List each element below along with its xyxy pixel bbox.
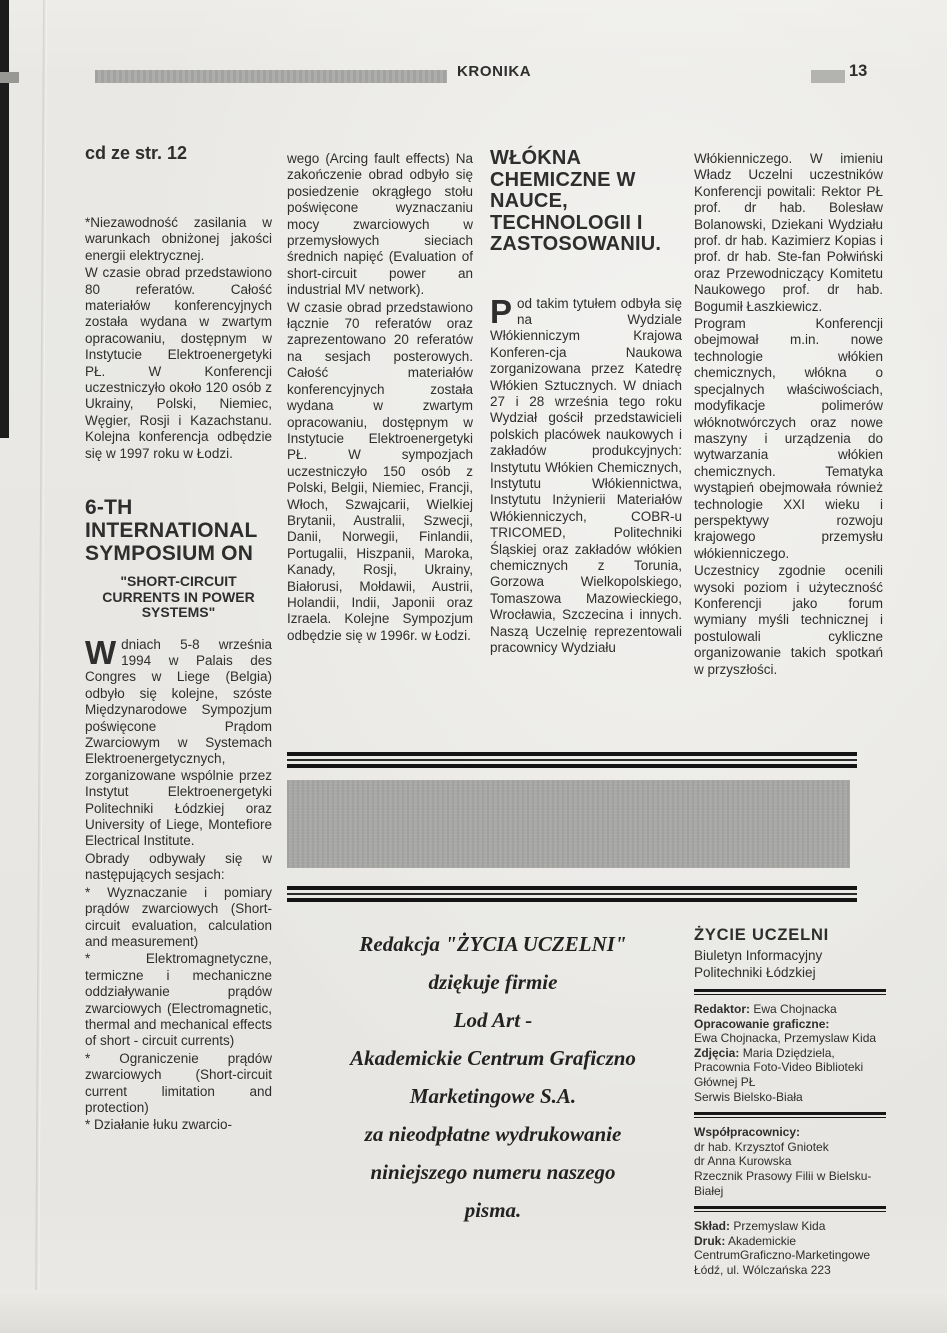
masthead-label: Współpracownicy:	[694, 1125, 801, 1140]
article-subheading: "SHORT-CIRCUIT CURRENTS IN POWER SYSTEMS"	[102, 573, 255, 621]
masthead-value: Przemyslaw Kida	[730, 1219, 826, 1234]
masthead-subtitle: Biuletyn Informacyjny	[694, 948, 823, 963]
masthead-value: dr Anna Kurowska	[694, 1154, 792, 1169]
paragraph-dropcap	[85, 633, 272, 850]
masthead-divider	[694, 1112, 886, 1118]
acknowledgement-line: pisma.	[464, 1198, 522, 1222]
paragraph-text: od takim tytułem odbyła się na Wydziale Włókienniczym Krajowa Konferen-cja Naukowa zorganizowana przez Katedrę Włókien Sztucznych. W dniach 27 i 28 września tego roku Wydział gościł przedstawicieli polskich placówek naukowych i zakładów produkcyjnych: Instytutu Włókien Chemicznych, Instytutu Włókiennictwa, Instytutu Inżynierii Materiałów Włókienniczych, COBR-u TRICOMED, Politechniki Śląskiej oraz zakładów włókien chemicznych z Torunia, Gorzowa Wielkopolskiego, Tomaszowa Mazowieckiego, Wrocławia, Szczecina i innych. Naszą Uczelnię reprezentowali pracownicy Wydziału	[490, 295, 682, 656]
page-bottom-margin	[0, 1290, 947, 1333]
article-heading-symposium: 6-TH INTERNATIONAL SYMPOSIUM ON	[85, 496, 258, 566]
masthead-label: Zdjęcia:	[694, 1045, 740, 1060]
grayscale-photo-band	[287, 780, 850, 868]
paragraph-dropcap	[490, 292, 682, 657]
masthead-line	[694, 1154, 886, 1169]
masthead-value: Łódź, ul. Wólczańska 223	[694, 1262, 831, 1277]
masthead-value: Rzecznik Prasowy Filii w Bielsku-Białej	[694, 1168, 872, 1198]
acknowledgement-line: za nieodpłatne wydrukowanie	[364, 1122, 622, 1146]
masthead-value: Akademickie	[725, 1233, 797, 1248]
paragraph: Obrady odbywały się w następujących sesjach:	[85, 850, 272, 883]
masthead-label: Opracowanie graficzne:	[694, 1016, 830, 1031]
paragraph: *Niezawodność zasilania w warunkach obniżonej jakości energii elektrycznej.	[85, 215, 272, 263]
masthead-divider	[694, 989, 886, 995]
masthead-line	[694, 1125, 886, 1140]
masthead-label: Skład:	[694, 1219, 731, 1234]
masthead-box	[694, 926, 886, 1278]
masthead-line	[694, 1140, 886, 1155]
acknowledgement-line: niniejszego numeru naszego	[370, 1160, 616, 1184]
masthead-line	[694, 1219, 886, 1234]
session-bullet: * Działanie łuku zwarcio-	[85, 1117, 233, 1133]
masthead-value: dr hab. Krzysztof Gniotek	[694, 1139, 829, 1154]
column-2	[287, 151, 473, 644]
paragraph: W czasie obrad przedstawiono łącznie 70 referatów oraz zaprezentowano 20 referatów na sesjach posterowych. Całość materiałów konferencyjnych została wydana w zwartym opracowaniu, dostępnym w Instytucie Elektroenergetyki PŁ. W sympozjach uczestniczyło 150 osób z Polski, Belgii, Niemiec, Francji, Włoch, Szwajcarii, Wielkiej Brytanii, Australii, Szwecji, Danii, Norwegii, Finlandii, Portugalii, Hiszpanii, Maroka, Kanady, Rosji, Ukrainy, Białorusi, Mołdawii, Austrii, Holandii, Indii, Japonii oraz Izraela. Kolejne Sympozjum odbędzie się w 1996r. w Łodzi.	[287, 299, 473, 643]
striped-divider-bottom	[287, 886, 857, 902]
article-heading-wlokna: WŁÓKNA CHEMICZNE W NAUCE, TECHNOLOGII I ZASTOSOWANIU.	[490, 147, 662, 255]
scan-edge-mark	[0, 72, 19, 83]
paragraph: wego (Arcing fault effects) Na zakończenie obrad odbyło się posiedzenie okrągłego stołu poświęcone wyznaczaniu mocy zwarciowych w przemysłowych sieciach średnich napięć (Evaluation of short-circuit power an industrial MV network).	[287, 151, 473, 298]
session-bullet: * Elektromagnetyczne, termiczne i mechaniczne oddziaływanie prądów zwarciowych (Electromagnetic, thermal and mechanical effects of short - circuit currents)	[85, 951, 272, 1049]
acknowledgement-line: Lod Art -	[453, 1008, 533, 1032]
paragraph: Program Konferencji obejmował m.in. nowe technologie włókien chemicznych, włókna o specjalnych właściwościach, modyfikacje polimerów włóknotwórczych oraz nowe maszyny i urządzenia do wytwarzania włókien chemicznych. Tematyka wystąpień obejmowała również technologie XXI wieku i perspektywy rozwoju krajowego przemysłu włókienniczego.	[694, 316, 883, 561]
acknowledgement-line: Akademickie Centrum Graficzno	[350, 1046, 636, 1070]
masthead-label: Druk:	[694, 1233, 726, 1248]
masthead-line	[694, 1060, 886, 1089]
paper-crease	[35, 0, 47, 1333]
session-bullet: * Wyznaczanie i pomiary prądów zwarciowych (Short-circuit evaluation, calculation and measurement)	[85, 884, 272, 949]
column-3	[490, 148, 682, 656]
masthead-value: Ewa Chojnacka, Przemyslaw Kida	[694, 1031, 877, 1046]
acknowledgement-line: Redakcja "ŻYCIA UCZELNI"	[359, 932, 627, 956]
masthead-line	[694, 1248, 886, 1263]
acknowledgement-line: Marketingowe S.A.	[409, 1084, 577, 1108]
paragraph: W czasie obrad przedstawiono 80 referatów. Całość materiałów konferencyjnych została wydana w zwartym opracowaniu, dostępnym w Instytucie Elektroenergetyki PŁ. W Konferencji uczestniczyło około 120 osób z Ukrainy, Polski, Niemiec, Węgier, Rosji i Kazachstanu. Kolejna konferencja odbędzie się w 1997 roku w Łodzi.	[85, 265, 272, 461]
masthead-label: Redaktor:	[694, 1002, 751, 1016]
section-header-bar	[95, 70, 447, 83]
masthead-value: Ewa Chojnacka	[750, 1002, 837, 1016]
column-1	[85, 143, 272, 1134]
masthead-value: Pracownia Foto-Video Biblioteki Głównej PŁ	[694, 1060, 864, 1089]
masthead-line	[694, 1031, 886, 1046]
page-number: 13	[849, 62, 868, 80]
column-4	[694, 151, 883, 678]
drop-cap: P	[490, 292, 513, 330]
masthead-line	[694, 1263, 886, 1278]
masthead-line	[694, 1234, 886, 1249]
masthead-line	[694, 1017, 886, 1032]
acknowledgement-block	[295, 932, 691, 1236]
masthead-title: ŻYCIE UCZELNI	[694, 926, 830, 944]
masthead-line	[694, 1090, 886, 1105]
masthead-subtitle: Politechniki Łódzkiej	[694, 964, 816, 980]
section-title: KRONIKA	[457, 63, 532, 80]
page-number-bar	[811, 70, 845, 83]
masthead-divider	[694, 1206, 886, 1212]
masthead-line	[694, 1046, 886, 1061]
masthead-value: Serwis Bielsko-Biała	[694, 1089, 803, 1104]
striped-divider-top	[287, 752, 857, 768]
scan-edge-bar	[0, 0, 9, 438]
masthead-value: Maria Dziędziela,	[739, 1045, 835, 1060]
paragraph: Włókienniczego. W imieniu Władz Uczelni uczestników Konferencji powitali: Rektor PŁ prof. dr hab. Bolesław Bolanowski, Dziekani Wydziału prof. dr hab. Kazimierz Kopias i prof. dr hab. Ste-fan Połwiński oraz Przewodniczący Komitetu Naukowego prof. dr hab. Bogumił Łaszkiewicz.	[694, 151, 883, 314]
drop-cap: W	[85, 633, 117, 671]
masthead-line	[694, 1169, 886, 1198]
masthead-line	[694, 1002, 886, 1017]
continuation-heading: cd ze str. 12	[85, 143, 188, 163]
session-bullet: * Ograniczenie prądów zwarciowych (Short-circuit current limitation and protection)	[85, 1050, 272, 1115]
masthead-value: CentrumGraficzno-Marketingowe	[694, 1248, 871, 1263]
acknowledgement-line: dziękuje firmie	[428, 970, 558, 994]
paragraph-text: dniach 5-8 września 1994 w Palais des Congres w Liege (Belgia) odbyło się kolejne, szóste Międzynarodowe Sympozjum poświęcone Prądom Zwarciowym w Systemach Elektroenergetycznych, zorganizowane wspólnie przez Instytut Elektroenergetyki Politechniki Łódzkiej oraz University of Liege, Montefiore Electrical Institute.	[85, 636, 272, 849]
paragraph: Uczestnicy zgodnie ocenili wysoki poziom i użyteczność Konferencji jako forum wymiany myśli technicznej i postulowali cykliczne organizowanie takich spotkań w przyszłości.	[694, 563, 883, 677]
